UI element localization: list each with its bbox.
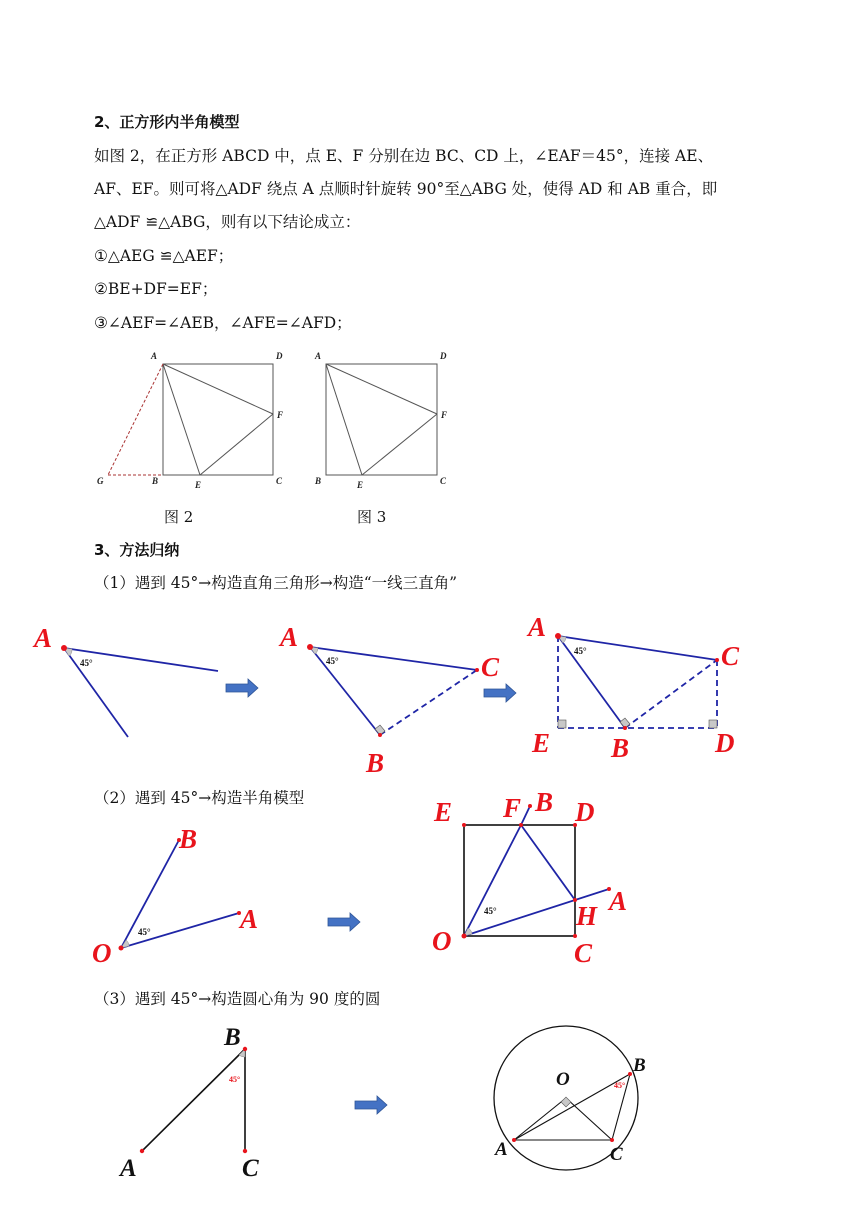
m1c-label-B: B <box>611 733 630 763</box>
m3a-label-C: C <box>242 1155 259 1182</box>
section2-line3: △ADF ≌△ABG，则有以下结论成立： <box>94 213 361 231</box>
m1a-angle: 45° <box>80 658 93 668</box>
m1a-label-A: A <box>34 623 53 653</box>
conclusion-1: ①△AEG ≌△AEF； <box>94 247 234 265</box>
fig3-label-C: C <box>440 476 447 486</box>
fig3-label-F: F <box>441 410 448 420</box>
fig3-label-A: A <box>315 351 322 361</box>
m3b-label-O: O <box>556 1069 570 1090</box>
section2-line1: 如图 2，在正方形 ABCD 中，点 E、F 分别在边 BC、CD 上，∠EAF＝45°，连接 AE、 <box>94 147 714 165</box>
m1c-label-E: E <box>532 728 551 758</box>
method1-step2 <box>278 622 500 778</box>
m3b-angle: 45° <box>614 1081 626 1090</box>
method-1: （1）遇到 45°→构造直角三角形→构造“一线三直角” <box>94 574 458 592</box>
m3b-label-A: A <box>495 1139 508 1160</box>
fig3-label-B: B <box>315 476 322 486</box>
m3a-label-A: A <box>120 1155 137 1182</box>
fig2-label-F: F <box>277 410 284 420</box>
conclusion-3: ③∠AEF=∠AEB，∠AFE=∠AFD； <box>94 314 352 332</box>
m2a-label-B: B <box>179 824 198 854</box>
fig2-label-A: A <box>151 351 158 361</box>
m3b-label-C: C <box>610 1144 623 1165</box>
method2-step1 <box>92 824 258 968</box>
m1b-label-A: A <box>280 622 299 652</box>
method1-step3 <box>526 612 740 763</box>
fig2-caption: 图 2 <box>164 508 194 526</box>
m2b-label-A: A <box>609 886 628 916</box>
method2-step2 <box>432 787 627 968</box>
m3a-angle: 45° <box>229 1075 241 1084</box>
m1b-label-C: C <box>481 652 500 682</box>
arrow-icon <box>355 1096 387 1114</box>
m2b-label-F: F <box>503 793 522 823</box>
fig2-label-D: D <box>276 351 283 361</box>
conclusion-2: ②BE+DF=EF； <box>94 280 218 298</box>
fig3-caption: 图 3 <box>357 508 387 526</box>
fig2-label-C: C <box>276 476 283 486</box>
figure-3 <box>314 351 447 490</box>
method-2: （2）遇到 45°→构造半角模型 <box>94 789 305 807</box>
figure-2 <box>97 351 283 490</box>
fig2-label-E: E <box>195 480 202 490</box>
m2b-label-C: C <box>574 938 593 968</box>
fig3-label-E: E <box>357 480 364 490</box>
m2b-label-D: D <box>575 797 595 827</box>
m2b-label-B: B <box>535 787 554 817</box>
m2b-label-H: H <box>576 901 598 931</box>
method-3: （3）遇到 45°→构造圆心角为 90 度的圆 <box>94 990 381 1008</box>
m2b-label-E: E <box>434 797 453 827</box>
m1c-label-A: A <box>528 612 547 642</box>
m1b-label-B: B <box>366 748 385 778</box>
method1-step1 <box>32 623 218 737</box>
m3b-label-B: B <box>633 1055 646 1076</box>
m2b-angle: 45° <box>484 906 497 916</box>
m1c-angle: 45° <box>574 646 587 656</box>
fig3-label-D: D <box>440 351 447 361</box>
section2-heading: 2、正方形内半角模型 <box>94 113 240 131</box>
m1b-angle: 45° <box>326 656 339 666</box>
fig2-label-B: B <box>152 476 159 486</box>
section2-line2: AF、EF。则可将△ADF 绕点 A 点顺时针旋转 90°至△ABG 处，使得 AD 和 AB 重合，即 <box>94 180 718 198</box>
m2b-label-O: O <box>432 926 452 956</box>
arrow-icon <box>484 684 516 702</box>
m2a-angle: 45° <box>138 927 151 937</box>
m2a-label-A: A <box>240 904 259 934</box>
m1c-label-C: C <box>721 641 740 671</box>
method3-step2 <box>494 1026 646 1170</box>
m3a-label-B: B <box>224 1024 241 1051</box>
m2a-label-O: O <box>92 938 112 968</box>
m1c-label-D: D <box>715 728 735 758</box>
method3-step1 <box>118 1024 259 1182</box>
arrow-icon <box>328 913 360 931</box>
section3-heading: 3、方法归纳 <box>94 541 180 559</box>
fig2-label-G: G <box>97 476 104 486</box>
arrow-icon <box>226 679 258 697</box>
